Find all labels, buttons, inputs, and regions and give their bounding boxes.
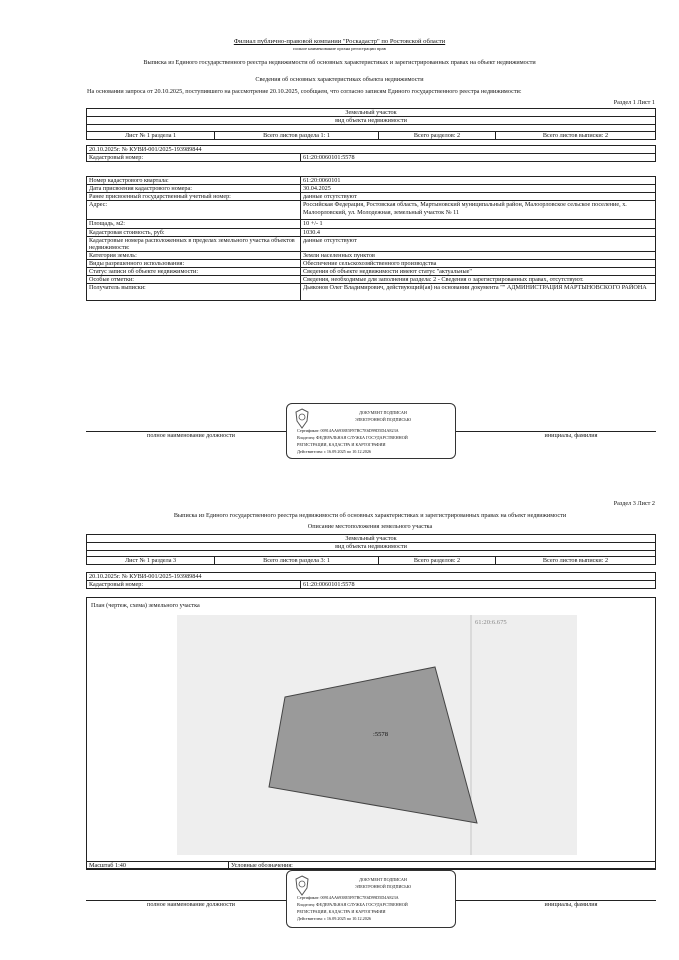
row-label: Площадь, м2:: [87, 220, 301, 228]
initials-caption: инициалы, фамилия: [544, 901, 598, 908]
characteristics-table: [86, 176, 656, 301]
stamp-issuer-2: РЕГИСТРАЦИИ, КАДАСТРА И КАРТОГРАФИИ: [297, 909, 386, 914]
row-value: Обеспечение сельскохозяйственного производства: [301, 260, 656, 268]
extract-id-table-2: [86, 572, 656, 589]
row-label: Кадастровые номера расположенных в пределах земельного участка объектов недвижимости:: [87, 236, 301, 251]
extract-title-2: Выписка из Единого государственного реестра недвижимости об основных характеристиках и зарегистрированных правах на объект недвижимости: [173, 512, 567, 519]
row-label: Кадастровая стоимость, руб:: [87, 228, 301, 236]
stamp-certificate: Сертификат: 00914AA6938E5F87BC7E6D99D5D4A823A: [297, 895, 399, 900]
object-type-caption: вид объекта недвижимости: [87, 543, 656, 551]
table-row: [87, 268, 656, 276]
object-header-table: [86, 108, 656, 140]
total-extract-sheets: Всего листов выписки: 2: [495, 557, 655, 565]
stamp-issuer: Владелец: ФЕДЕРАЛЬНАЯ СЛУЖБА ГОСУДАРСТВЕННОЙ: [297, 902, 408, 907]
row-value: 1030.4: [301, 228, 656, 236]
row-label: Адрес:: [87, 201, 301, 220]
object-type: Земельный участок: [87, 535, 656, 543]
section-sheet-2: Раздел 3 Лист 2: [613, 500, 655, 507]
row-value: Сведения об объекте недвижимости имеют статус "актуальные": [301, 268, 656, 276]
branch-name: Филиал публично-правовой компании "Роскадастр" по Ростовской области: [233, 38, 446, 45]
extract-title: Выписка из Единого государственного реестра недвижимости об основных характеристиках и зарегистрированных правах на объект недвижимости: [143, 59, 536, 66]
row-value: Российская Федерация, Ростовская область, Мартыновский муниципальный район, Малоорловское сельское поселение, х. Малоорловский, ул. Молодежная, земельный участок № 11: [301, 201, 656, 220]
section-sheet: Раздел 1 Лист 1: [613, 99, 655, 106]
emblem-icon: [293, 875, 311, 897]
section-title: Сведения об основных характеристиках объекта недвижимости: [255, 76, 424, 83]
branch-caption: полное наименование органа регистрации прав: [293, 46, 386, 51]
extract-number: 20.10.2025г. № КУВИ-001/2025-193989844: [87, 573, 656, 581]
legend-label: Условные обозначения:: [229, 862, 656, 870]
object-type: Земельный участок: [87, 109, 656, 117]
sheet-number: Лист № 1 раздела 3: [87, 557, 215, 565]
section-title-2: Описание местоположения земельного участка: [307, 523, 433, 530]
row-label: Номер кадастрового квартала:: [87, 177, 301, 185]
scale: Масштаб 1:40: [87, 862, 229, 870]
row-value: данные отсутствуют: [301, 193, 656, 201]
row-value: Дьяконов Олег Владимирович, действующий(ая) на основании документа "" АДМИНИСТРАЦИЯ МАРТЫНОВСКОГО РАЙОНА: [301, 284, 656, 301]
table-row: [87, 177, 656, 185]
object-type-caption: вид объекта недвижимости: [87, 117, 656, 125]
row-label: Получатель выписки:: [87, 284, 301, 301]
stamp-title: ДОКУМЕНТ ПОДПИСАН: [359, 410, 407, 415]
extract-number: 20.10.2025г. № КУВИ-001/2025-193989844: [87, 146, 656, 154]
row-value: данные отсутствуют: [301, 236, 656, 251]
plan-title: План (чертеж, схема) земельного участка: [91, 602, 200, 609]
row-label: Виды разрешенного использования:: [87, 260, 301, 268]
cadastral-label: Кадастровый номер:: [87, 154, 301, 162]
initials-caption: инициалы, фамилия: [544, 432, 598, 439]
row-value: Сведения, необходимые для заполнения раздела: 2 - Сведения о зарегистрированных правах, отсутствуют.: [301, 276, 656, 284]
stamp-subtitle: ЭЛЕКТРОННОЙ ПОДПИСЬЮ: [354, 884, 412, 889]
object-header-table-2: [86, 534, 656, 565]
table-row: [87, 220, 656, 228]
stamp-issuer-2: РЕГИСТРАЦИИ, КАДАСТРА И КАРТОГРАФИИ: [297, 442, 386, 447]
row-value: 30.04.2025: [301, 185, 656, 193]
sheet-number: Лист № 1 раздела 1: [87, 132, 215, 140]
row-label: Особые отметки:: [87, 276, 301, 284]
cadastral-label: Кадастровый номер:: [87, 581, 301, 589]
e-signature-stamp: [286, 403, 456, 459]
emblem-icon: [293, 408, 311, 430]
total-section-sheets: Всего листов раздела 1: 1: [215, 132, 379, 140]
table-row: [87, 185, 656, 193]
parcel-label: :5578: [373, 731, 389, 738]
stamp-issuer: Владелец: ФЕДЕРАЛЬНАЯ СЛУЖБА ГОСУДАРСТВЕННОЙ: [297, 435, 408, 440]
table-row: [87, 193, 656, 201]
row-value: 10 +/- 1: [301, 220, 656, 228]
row-value: Земли населенных пунктов: [301, 251, 656, 259]
table-row: [87, 276, 656, 284]
e-signature-stamp-2: [286, 870, 456, 928]
row-label: Дата присвоения кадастрового номера:: [87, 185, 301, 193]
row-label: Статус записи об объекте недвижимости:: [87, 268, 301, 276]
stamp-certificate: Сертификат: 00914AA6938E5F87BC7E6D99D5D4A823A: [297, 428, 399, 433]
table-row: [87, 260, 656, 268]
stamp-validity: Действителен: с 16.09.2025 по 10.12.2026: [297, 449, 372, 454]
position-caption: полное наименование должности: [147, 432, 235, 439]
total-extract-sheets: Всего листов выписки: 2: [495, 132, 655, 140]
row-label: Ранее присвоенный государственный учетный номер:: [87, 193, 301, 201]
cadastral-value: 61:20:0060101:5578: [301, 581, 656, 589]
legend-table: [86, 861, 656, 870]
plan-drawing-area: [177, 615, 577, 855]
table-row: [87, 251, 656, 259]
cadastral-value: 61:20:0060101:5578: [301, 154, 656, 162]
total-section-sheets: Всего листов раздела 3: 1: [215, 557, 379, 565]
row-value: 61:20:0060101: [301, 177, 656, 185]
total-sections: Всего разделов: 2: [379, 557, 496, 565]
parcel-polygon: [269, 667, 477, 823]
position-caption: полное наименование должности: [147, 901, 235, 908]
stamp-validity: Действителен: с 16.09.2025 по 10.12.2026: [297, 916, 372, 921]
row-label: Категория земель:: [87, 251, 301, 259]
table-row: [87, 236, 656, 251]
request-text: На основании запроса от 20.10.2025, поступившего на рассмотрение 20.10.2025, сообщаем, что согласно записям Единого государственного реестра недвижимости:: [87, 88, 522, 95]
plan-frame: [86, 597, 656, 869]
table-row: [87, 284, 656, 301]
stamp-title: ДОКУМЕНТ ПОДПИСАН: [359, 877, 407, 882]
total-sections: Всего разделов: 2: [379, 132, 496, 140]
table-row: [87, 201, 656, 220]
extract-id-table: [86, 145, 656, 162]
table-row: [87, 228, 656, 236]
quarter-label: 61:20:6.675: [475, 619, 507, 626]
stamp-subtitle: ЭЛЕКТРОННОЙ ПОДПИСЬЮ: [354, 417, 412, 422]
